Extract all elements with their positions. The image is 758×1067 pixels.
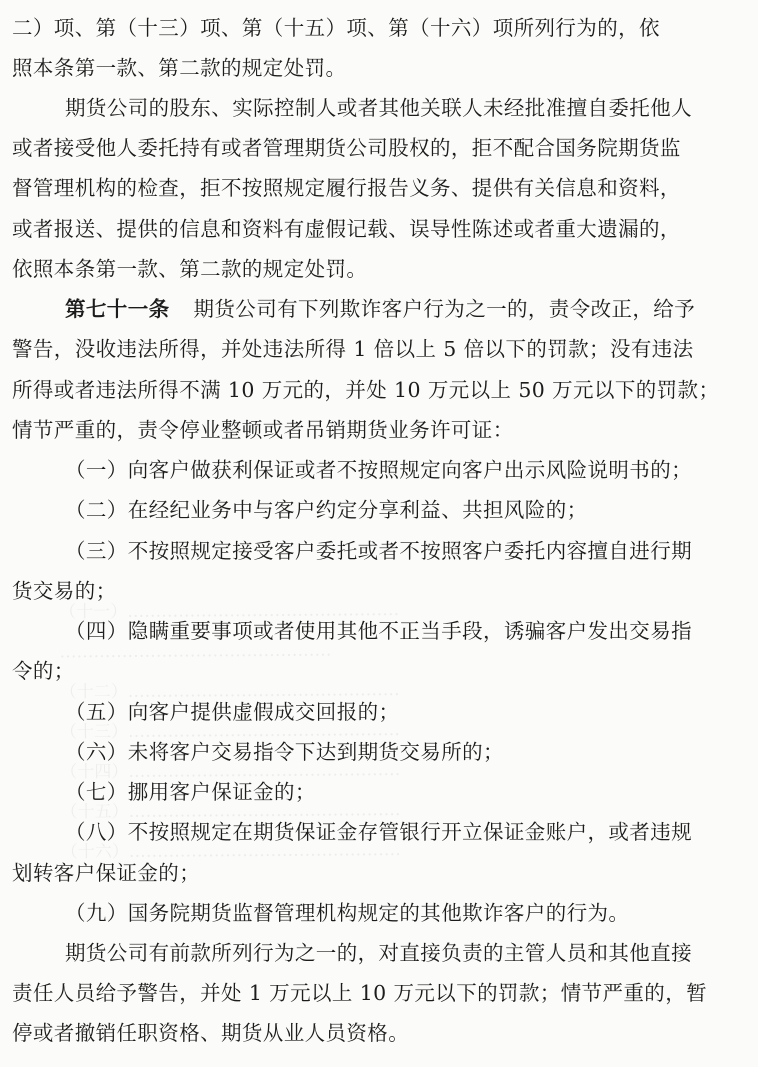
article-heading: 第七十一条 [65,297,170,321]
paragraph-start: 期货公司有前款所列行为之一的，对直接负责的主管人员和其他直接 [65,941,692,965]
list-item: （三）不按照规定接受客户委托或者不按照客户委托内容擅自进行期 [65,539,692,563]
text-line: 责任人员给予警告，并处 1 万元以上 10 万元以下的罚款；情节严重的，暂 [12,981,707,1005]
text-line: 警告，没收违法所得，并处违法所得 1 倍以上 5 倍以下的罚款；没有违法 [12,337,694,361]
text-line: 或者报送、提供的信息和资料有虚假记载、误导性陈述或者重大遗漏的， [12,217,681,241]
list-item: （四）隐瞒重要事项或者使用其他不正当手段，诱骗客户发出交易指 [65,619,692,643]
list-item: （九）国务院期货监督管理机构规定的其他欺诈客户的行为。 [65,901,630,925]
text-line: 停或者撤销任职资格、期货从业人员资格。 [12,1021,410,1045]
list-item: （八）不按照规定在期货保证金存管银行开立保证金账户，或者违规 [65,820,692,844]
text-line: 照本条第一款、第二款的规定处罚。 [12,56,347,80]
text-line: 或者接受他人委托持有或者管理期货公司股权的，拒不配合国务院期货监 [12,136,681,160]
bleed-through-text: （十一）………………………………………… ………………………………………… （十二）………………………………………… （十三）………………………………………… （十四）………………………………………… （十五）………………………………………… （十六）………………………………………… [59,600,401,863]
list-item: （六）未将客户交易指令下达到期货交易所的； [65,740,504,764]
article-text: 期货公司有下列欺诈客户行为之一的，责令改正，给予 [193,297,696,321]
text-line: 令的； [12,659,75,683]
list-item: （五）向客户提供虚假成交回报的； [65,700,400,724]
text-line: 划转客户保证金的； [12,861,201,885]
list-item: （二）在经纪业务中与客户约定分享利益、共担风险的； [65,498,588,522]
text-line: 督管理机构的检查，拒不按照规定履行报告义务、提供有关信息和资料， [12,176,681,200]
text-line: 所得或者违法所得不满 10 万元的，并处 10 万元以上 50 万元以下的罚款； [12,378,720,402]
list-item: （一）向客户做获利保证或者不按照规定向客户出示风险说明书的； [65,458,692,482]
paragraph-start: 期货公司的股东、实际控制人或者其他关联人未经批准擅自委托他人 [65,96,692,120]
article-71-start [65,297,695,321]
text-line: 依照本条第一款、第二款的规定处罚。 [12,257,368,281]
list-item: （七）挪用客户保证金的； [65,780,316,804]
text-line: 二）项、第（十三）项、第（十五）项、第（十六）项所列行为的，依 [12,16,660,40]
text-line: 情节严重的，责令停业整顿或者吊销期货业务许可证： [12,418,514,442]
text-line: 货交易的； [12,579,117,603]
